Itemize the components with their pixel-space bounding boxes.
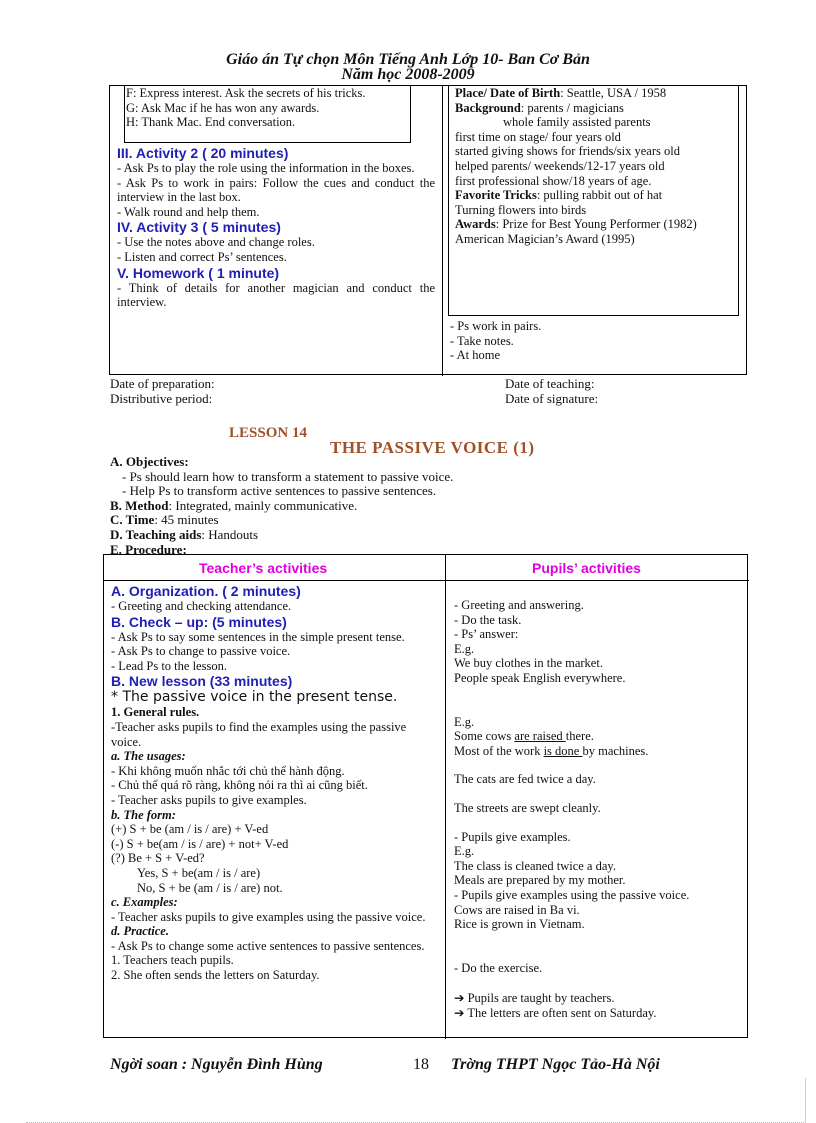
- example-label: E.g.: [454, 714, 475, 729]
- background-line: helped parents/ weekends/12-17 years old: [455, 158, 665, 173]
- pupil-line: - Greeting and answering.: [454, 598, 584, 612]
- homework-title: V. Homework ( 1 minute): [117, 264, 280, 281]
- pupil-note: - Ps work in pairs.: [450, 319, 542, 333]
- background-value: : parents / magicians: [520, 100, 624, 115]
- organization-line: - Greeting and checking attendance.: [111, 599, 292, 613]
- pupil-line: The class is cleaned twice a day.: [454, 858, 616, 873]
- favorite-value: : pulling rabbit out of hat: [536, 188, 663, 203]
- example-text: Most of the work: [454, 743, 544, 758]
- magician-profile: [455, 86, 733, 247]
- example-cows: [454, 729, 740, 744]
- table-divider: [445, 555, 446, 1039]
- pupil-line: - Pupils give examples.: [454, 829, 571, 844]
- pupil-line: - Pupils give examples using the passive voice.: [454, 887, 690, 902]
- objective-item: - Help Ps to transform active sentences to passive sentences.: [122, 483, 437, 499]
- aids-label: D. Teaching aids: [110, 526, 202, 542]
- checkup-line: - Lead Ps to the lesson.: [111, 658, 227, 673]
- arrow-right-icon: ➔: [454, 1004, 465, 1020]
- aids-value: : Handouts: [201, 526, 259, 542]
- method-value: : Integrated, mainly communicative.: [168, 497, 358, 513]
- example-cats: The cats are fed twice a day.: [454, 772, 596, 787]
- favorite-label: Favorite Tricks: [455, 188, 537, 203]
- doc-header-title: Giáo án Tự chọn Môn Tiếng Anh Lớp 10- Ban Cơ Bản: [226, 51, 590, 68]
- usage-line: - Chủ thể quá rõ ràng, không nói ra thì ai cũng biết.: [111, 778, 368, 793]
- pupil-line: Rice is grown in Vietnam.: [454, 917, 585, 932]
- checkup-title: B. Check – up: (5 minutes): [111, 613, 287, 630]
- exercise-line: - Do the exercise.: [454, 960, 543, 975]
- pupil-line: - Ps’ answer:: [454, 627, 519, 642]
- role-h: H: Thank Mac. End conversation.: [126, 115, 296, 130]
- pupils-column-head: Pupils’ activities: [532, 560, 641, 576]
- teacher-column: [111, 583, 439, 983]
- practice-title: d. Practice.: [111, 924, 169, 939]
- example-streets: The streets are swept cleanly.: [454, 800, 601, 815]
- teacher-column-head: Teacher’s activities: [199, 560, 328, 576]
- new-lesson-title: B. New lesson (33 minutes): [111, 673, 293, 690]
- pupil-line: E.g.: [454, 641, 475, 656]
- objective-item: - Ps should learn how to transform a statement to passive voice.: [122, 468, 454, 484]
- objectives-label: A. Objectives:: [110, 454, 189, 469]
- activity2-line: - Ask Ps to work in pairs: Follow the cues and conduct the interview in the last box.: [117, 175, 435, 205]
- form-line: (+) S + be (am / is / are) + V-ed: [111, 822, 269, 837]
- pupils-column: [454, 598, 740, 1020]
- activity3-line: - Use the notes above and change roles.: [117, 235, 315, 250]
- distributive-period: Distributive period:: [110, 391, 213, 406]
- footer-school: Trờng THPT Ngọc Tảo-Hà Nội: [451, 1056, 660, 1073]
- examples-line: - Teacher asks pupils to give examples using the passive voice.: [111, 909, 426, 924]
- pupil-note: - At home: [450, 348, 500, 363]
- place-label: Place/ Date of Birth: [455, 86, 561, 100]
- background-line: started giving shows for friends/six years old: [455, 144, 680, 159]
- practice-line: - Ask Ps to change some active sentences to passive sentences.: [111, 938, 425, 953]
- time-label: C. Time: [110, 512, 155, 528]
- lesson-info: [110, 455, 750, 557]
- pupil-line: E.g.: [454, 844, 475, 859]
- activity2-title: III. Activity 2 ( 20 minutes): [117, 145, 289, 161]
- lesson-title: THE PASSIVE VOICE (1): [330, 438, 535, 457]
- example-text: Some cows: [454, 729, 515, 744]
- practice-line: 2. She often sends the letters on Saturday.: [111, 968, 320, 983]
- form-answer: Yes, S + be(am / is / are): [137, 865, 261, 880]
- awards-line: American Magician’s Award (1995): [455, 231, 635, 246]
- usages-title: a. The usages:: [111, 749, 186, 764]
- activity3-line: - Listen and correct Ps’ sentences.: [117, 249, 287, 264]
- lesson-number: LESSON 14: [229, 425, 307, 441]
- activity2-line: - Ask Ps to play the role using the information in the boxes.: [117, 161, 415, 175]
- table-header-divider: [104, 580, 749, 581]
- awards-value: : Prize for Best Young Performer (1982): [495, 217, 697, 232]
- form-title: b. The form:: [111, 807, 176, 822]
- method-label: B. Method: [110, 497, 169, 513]
- present-passive-title: * The passive voice in the present tense.: [111, 689, 398, 706]
- answer-line: The letters are often sent on Saturday.: [467, 1005, 657, 1020]
- example-text: there.: [565, 729, 594, 744]
- page-edge-bar: [805, 1078, 806, 1123]
- role-box-text: [126, 86, 406, 130]
- pupil-line: People speak English everywhere.: [454, 670, 626, 685]
- background-line: first time on stage/ four years old: [455, 129, 621, 144]
- pupil-line: - Do the task.: [454, 612, 522, 627]
- organization-title: A. Organization. ( 2 minutes): [111, 583, 301, 599]
- example-work: [454, 744, 740, 759]
- left-activities: [117, 145, 435, 310]
- checkup-line: - Ask Ps to change to passive voice.: [111, 644, 291, 659]
- date-preparation: Date of preparation:: [110, 376, 215, 391]
- activity3-title: IV. Activity 3 ( 5 minutes): [117, 219, 281, 236]
- form-answer: No, S + be (am / is / are) not.: [137, 880, 283, 895]
- practice-line: 1. Teachers teach pupils.: [111, 953, 234, 968]
- background-line: whole family assisted parents: [503, 115, 651, 130]
- form-line: (?) Be + S + V-ed?: [111, 851, 205, 866]
- doc-header-year: Năm học 2008-2009: [341, 66, 475, 83]
- pupil-line: Cows are raised in Ba vi.: [454, 902, 580, 917]
- role-f: F: Express interest. Ask the secrets of his tricks.: [126, 86, 366, 100]
- homework-line: - Think of details for another magician and conduct the interview.: [117, 280, 435, 310]
- checkup-line: - Ask Ps to say some sentences in the simple present tense.: [111, 629, 405, 644]
- pupil-line: Meals are prepared by my mother.: [454, 873, 626, 888]
- background-line: first professional show/18 years of age.: [455, 173, 652, 188]
- usage-line: - Teacher asks pupils to give examples.: [111, 792, 307, 807]
- place-value: : Seattle, USA / 1958: [560, 86, 667, 100]
- general-rules-line: -Teacher asks pupils to find the examples using the passive voice.: [111, 719, 407, 749]
- time-value: : 45 minutes: [154, 512, 219, 528]
- awards-label: Awards: [455, 217, 496, 232]
- background-label: Background: [455, 100, 521, 115]
- activities-table-bottom: [103, 554, 748, 1038]
- pupil-line: We buy clothes in the market.: [454, 656, 603, 671]
- answer-line: Pupils are taught by teachers.: [467, 991, 615, 1006]
- example-verb: are raised: [514, 729, 566, 744]
- page-number: 18: [413, 1056, 429, 1073]
- pupil-notes: [450, 319, 730, 363]
- favorite-line: Turning flowers into birds: [455, 202, 587, 217]
- usage-line: - Khi không muốn nhắc tới chủ thể hành động.: [111, 763, 345, 778]
- example-text: by machines.: [582, 743, 649, 758]
- general-rules-title: 1. General rules.: [111, 705, 200, 720]
- date-teaching: Date of teaching:: [505, 376, 595, 391]
- examples-title: c. Examples:: [111, 895, 178, 910]
- table-divider: [442, 86, 443, 376]
- role-g: G: Ask Mac if he has won any awards.: [126, 100, 320, 115]
- activity2-line: - Walk round and help them.: [117, 204, 260, 219]
- footer-author: Ngời soan : Nguyễn Đình Hùng: [110, 1056, 323, 1073]
- example-verb: is done: [543, 743, 583, 758]
- form-line: (-) S + be(am / is / are) + not+ V-ed: [111, 836, 289, 851]
- arrow-right-icon: ➔: [454, 990, 465, 1006]
- pupil-note: - Take notes.: [450, 333, 514, 348]
- procedure-label: E. Procedure:: [110, 541, 187, 557]
- date-signature: Date of signature:: [505, 391, 599, 406]
